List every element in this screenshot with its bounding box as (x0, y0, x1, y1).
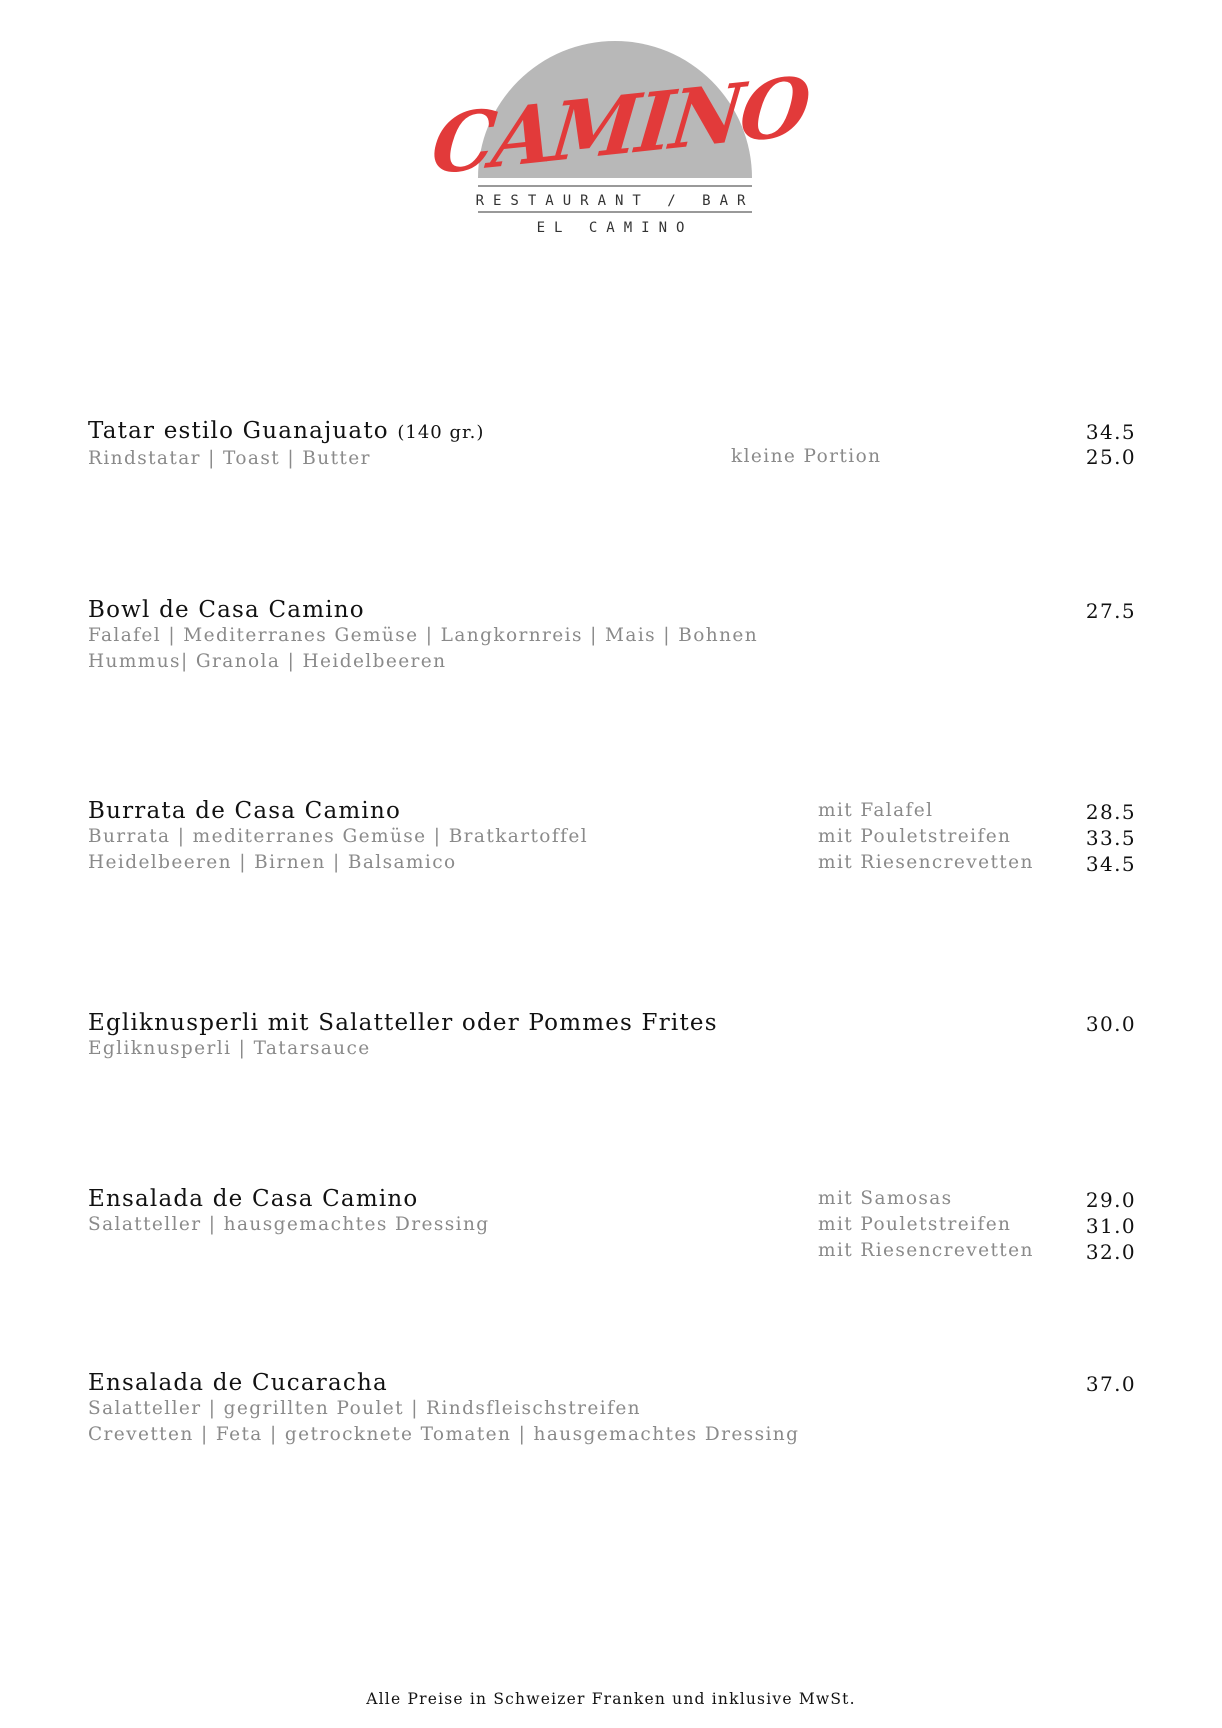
menu-item-burrata (88, 798, 1136, 876)
item-option: mit Riesencrevetten (818, 852, 1034, 873)
item-option: mit Falafel (818, 800, 934, 821)
item-desc: Falafel | Mediterranes Gemüse | Langkornreis | Mais | Bohnen (88, 625, 759, 646)
item-option: mit Pouletstreifen (818, 826, 1012, 847)
item-price: 32.0 (1085, 1240, 1136, 1264)
item-option: mit Samosas (818, 1188, 953, 1209)
item-option: kleine Portion (731, 446, 882, 467)
item-price: 34.5 (1085, 852, 1136, 876)
item-desc: Rindstatar | Toast | Butter (88, 448, 371, 469)
item-desc: Heidelbeeren | Birnen | Balsamico (88, 852, 457, 873)
item-desc: Burrata | mediterranes Gemüse | Bratkartoffel (88, 826, 589, 847)
menu-item-tatar (88, 418, 1136, 472)
camino-logo (427, 36, 812, 236)
menu-item-ensalada-cucaracha (88, 1370, 1136, 1448)
price-note-footer: Alle Preise in Schweizer Franken und inklusive MwSt. (366, 1690, 856, 1708)
item-price: 30.0 (1085, 1012, 1136, 1036)
item-desc: Crevetten | Feta | getrocknete Tomaten | hausgemachtes Dressing (88, 1424, 800, 1445)
item-price: 37.0 (1085, 1372, 1136, 1396)
item-price: 25.0 (1085, 445, 1136, 469)
menu-item-egliknusperli (88, 1010, 1136, 1062)
item-title: Tatar estilo Guanajuato (140 gr.) (88, 418, 485, 444)
item-price: 29.0 (1085, 1188, 1136, 1212)
item-option: mit Pouletstreifen (818, 1214, 1012, 1235)
item-desc: Salatteller | gegrillten Poulet | Rindsfleischstreifen (88, 1398, 641, 1419)
logo-line2: EL CAMINO (536, 220, 694, 236)
item-title: Ensalada de Casa Camino (88, 1186, 419, 1212)
item-title: Egliknusperli mit Salatteller oder Pommes Frites (88, 1010, 718, 1036)
item-price: 34.5 (1085, 420, 1136, 444)
item-desc: Egliknusperli | Tatarsauce (88, 1038, 371, 1059)
item-price: 31.0 (1085, 1214, 1136, 1238)
item-title: Ensalada de Cucaracha (88, 1370, 388, 1396)
item-price: 33.5 (1085, 826, 1136, 850)
item-title-note: (140 gr.) (397, 422, 485, 443)
menu-item-ensalada-casa (88, 1186, 1136, 1264)
item-desc: Salatteller | hausgemachtes Dressing (88, 1214, 490, 1235)
item-price: 28.5 (1085, 800, 1136, 824)
item-title: Burrata de Casa Camino (88, 798, 402, 824)
menu-item-bowl (88, 597, 1136, 675)
logo-brand-text: CAMINO (427, 58, 812, 194)
item-option: mit Riesencrevetten (818, 1240, 1034, 1261)
item-title: Bowl de Casa Camino (88, 597, 365, 623)
item-desc: Hummus| Granola | Heidelbeeren (88, 651, 447, 672)
item-price: 27.5 (1085, 599, 1136, 623)
logo-line1: RESTAURANT / BAR (475, 193, 755, 209)
